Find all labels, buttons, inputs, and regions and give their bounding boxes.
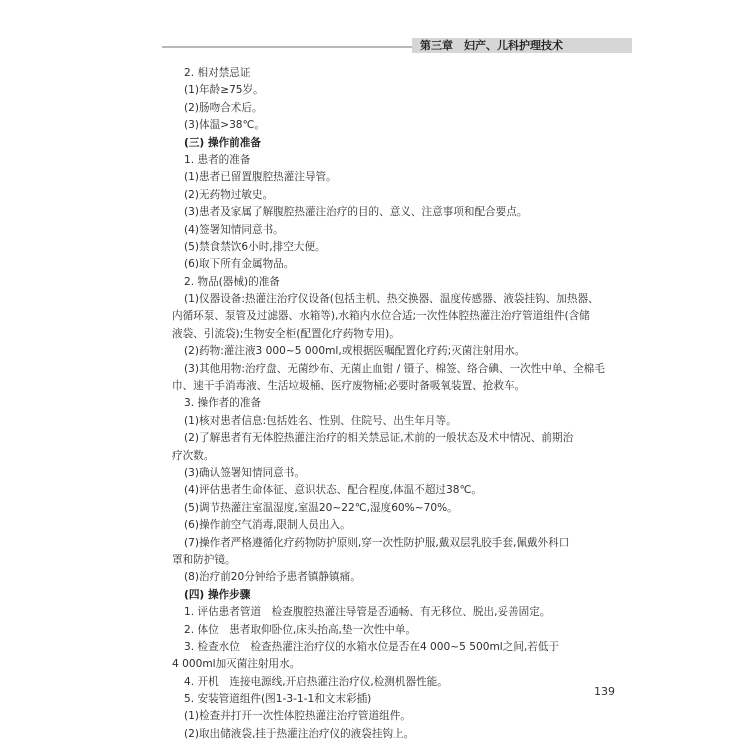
list-item: (1)年龄≥75岁。 <box>184 84 264 97</box>
list-item: (1)检查并打开一次性体腔热灌注治疗管道组件。 <box>184 710 411 723</box>
list-item: (3)体温>38℃。 <box>184 119 266 132</box>
list-item: (4)评估患者生命体征、意识状态、配合程度,体温不超过38℃。 <box>184 484 482 497</box>
paragraph-line: 内循环泵、泵管及过滤器、水箱等),水箱内水位合适;一次性体腔热灌注治疗管道组件(含储 <box>172 310 590 323</box>
list-item: (2)药物:灌注液3 000~5 000ml,或根据医嘱配置化疗药;灭菌注射用水。 <box>184 345 526 358</box>
list-item: (3)患者及家属了解腹腔热灌注治疗的目的、意义、注意事项和配合要点。 <box>184 206 528 219</box>
list-item: (1)核对患者信息:包括姓名、性别、住院号、出生年月等。 <box>184 414 457 427</box>
subsection-heading: 2. 物品(器械)的准备 <box>184 275 280 288</box>
list-item: (8)治疗前20分钟给予患者镇静镇痛。 <box>184 571 361 584</box>
list-item: (4)签署知情同意书。 <box>184 223 284 236</box>
list-item: (3)确认签署知情同意书。 <box>184 466 305 479</box>
list-item: (2)取出储液袋,挂于热灌注治疗仪的液袋挂钩上。 <box>184 727 415 740</box>
subsection-heading: 3. 操作者的准备 <box>184 397 262 410</box>
list-item: 1. 评估患者管道 检查腹腔热灌注导管是否通畅、有无移位、脱出,妥善固定。 <box>184 606 551 619</box>
paragraph-line: (2)了解患者有无体腔热灌注治疗的相关禁忌证,术前的一般状态及术中情况、前期治 <box>184 432 574 445</box>
chapter-header-title: 第三章 妇产、儿科护理技术 <box>420 39 563 52</box>
list-item: 5. 安装管道组件(图1-3-1-1和文末彩插) <box>184 693 372 706</box>
list-item: (2)肠吻合术后。 <box>184 101 263 114</box>
paragraph-line: (7)操作者严格遵循化疗药物防护原则,穿一次性防护服,戴双层乳胶手套,佩戴外科口 <box>184 536 570 549</box>
paragraph-line: 3. 检查水位 检查热灌注治疗仪的水箱水位是否在4 000~5 500ml之间,若低于 <box>184 640 560 653</box>
subsection-heading: 2. 相对禁忌证 <box>184 67 251 79</box>
paragraph-line: 巾、速干手消毒液、生活垃圾桶、医疗废物桶;必要时备吸氧装置、抢救车。 <box>172 380 526 393</box>
paragraph-line: (3)其他用物:治疗盘、无菌纱布、无菌止血钳 / 镊子、棉签、络合碘、一次性中单、全棉毛 <box>184 362 605 375</box>
subsection-heading: 1. 患者的准备 <box>184 153 251 166</box>
list-item: 2. 体位 患者取仰卧位,床头抬高,垫一次性中单。 <box>184 623 417 636</box>
section-heading: (三) 操作前准备 <box>184 136 261 149</box>
paragraph-line: 罩和防护镜。 <box>172 553 236 566</box>
paragraph-line: 4 000ml加灭菌注射用水。 <box>172 658 301 671</box>
paragraph-line: 疗次数。 <box>172 449 215 462</box>
list-item: (6)取下所有金属物品。 <box>184 258 295 271</box>
list-item: (6)操作前空气消毒,限制人员出入。 <box>184 519 351 532</box>
list-item: (2)无药物过敏史。 <box>184 188 274 201</box>
paragraph-line: 液袋、引流袋);生物安全柜(配置化疗药物专用)。 <box>172 327 400 340</box>
page-number: 139 <box>594 685 615 698</box>
list-item: (5)禁食禁饮6小时,排空大便。 <box>184 240 326 253</box>
paragraph-line: (1)仪器设备:热灌注治疗仪设备(包括主机、热交换器、温度传感器、液袋挂钩、加热器、 <box>184 293 599 306</box>
list-item: (1)患者已留置腹腔热灌注导管。 <box>184 171 337 184</box>
list-item: 4. 开机 连接电源线,开启热灌注治疗仪,检测机器性能。 <box>184 675 448 688</box>
list-item: (5)调节热灌注室温湿度,室温20~22℃,湿度60%~70%。 <box>184 501 458 514</box>
page-body <box>172 65 624 743</box>
section-heading: (四) 操作步骤 <box>184 588 251 601</box>
